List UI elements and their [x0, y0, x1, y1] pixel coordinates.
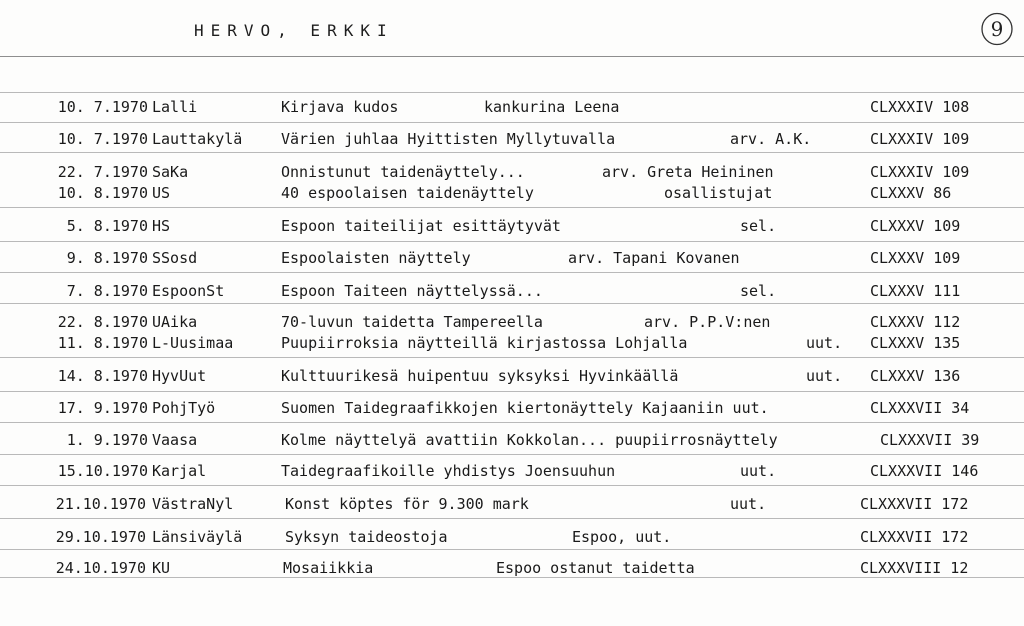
ruled-line: [0, 422, 1024, 423]
entry-author: uut.: [806, 367, 843, 385]
entry-source: KU: [152, 559, 171, 577]
entry-title: Onnistunut taidenäyttely...: [281, 163, 525, 181]
entry-date: 1. 9.1970: [66, 431, 148, 449]
ruled-line: [0, 549, 1024, 550]
entry-date: 9. 8.1970: [66, 249, 148, 267]
list-item: [0, 494, 1024, 514]
ruled-line: [0, 518, 1024, 519]
list-item: [0, 527, 1024, 547]
entry-date: 29.10.1970: [55, 528, 146, 546]
entry-source: Karjal: [152, 462, 207, 480]
entry-author: Espoo, uut.: [572, 528, 672, 546]
entry-ref: CLXXXV 109: [870, 217, 961, 235]
entry-author: arv. Tapani Kovanen: [568, 249, 740, 267]
list-item: [0, 162, 1024, 182]
card-number-badge: [980, 12, 1014, 46]
entry-date: 22. 8.1970: [57, 313, 148, 331]
ruled-line: [0, 122, 1024, 123]
entry-date: 14. 8.1970: [57, 367, 148, 385]
entry-ref: CLXXXV 112: [870, 313, 961, 331]
entry-ref: CLXXXV 136: [870, 367, 961, 385]
entry-title: Värien juhlaa Hyittisten Myllytuvalla: [281, 130, 616, 148]
header-rule: [0, 56, 1024, 57]
entry-author: kankurina Leena: [484, 98, 620, 116]
entry-source: SaKa: [152, 163, 189, 181]
entry-ref: CLXXXVII 172: [860, 528, 969, 546]
entry-source: HS: [152, 217, 171, 235]
ruled-line: [0, 303, 1024, 304]
entry-ref: CLXXXV 86: [870, 184, 952, 202]
entry-author: osallistujat: [664, 184, 773, 202]
entry-ref: CLXXXIV 108: [870, 98, 970, 116]
card-number: 9: [990, 17, 1004, 41]
entry-author: uut.: [740, 462, 777, 480]
ruled-line: [0, 577, 1024, 578]
list-item: [0, 97, 1024, 117]
entry-title: Syksyn taideostoja: [285, 528, 448, 546]
entry-title: 40 espoolaisen taidenäyttely: [281, 184, 534, 202]
entry-source: US: [152, 184, 171, 202]
ruled-line: [0, 207, 1024, 208]
entry-date: 24.10.1970: [55, 559, 146, 577]
entry-ref: CLXXXIV 109: [870, 130, 970, 148]
entry-author: uut.: [806, 334, 843, 352]
entry-author: sel.: [740, 282, 777, 300]
ruled-line: [0, 152, 1024, 153]
entry-title: Espoon taiteilijat esittäytyvät: [281, 217, 561, 235]
entry-author: arv. P.P.V:nen: [644, 313, 771, 331]
entry-source: VästraNyl: [152, 495, 234, 513]
entry-title: Espoolaisten näyttely: [281, 249, 471, 267]
entry-date: 11. 8.1970: [57, 334, 148, 352]
entry-title: Konst köptes för 9.300 mark: [285, 495, 529, 513]
ruled-line: [0, 357, 1024, 358]
entry-title: Kulttuurikesä huipentuu syksyksi Hyvinkäällä: [281, 367, 679, 385]
entry-title: Kolme näyttelyä avattiin Kokkolan... puupiirrosnäyttely: [281, 431, 778, 449]
entry-source: Vaasa: [152, 431, 198, 449]
entry-title: Puupiirroksia näytteillä kirjastossa Lohjalla: [281, 334, 688, 352]
entry-date: 7. 8.1970: [66, 282, 148, 300]
ruled-line: [0, 391, 1024, 392]
entry-ref: CLXXXVII 172: [860, 495, 969, 513]
entry-author: arv. A.K.: [730, 130, 812, 148]
entry-date: 10. 7.1970: [57, 130, 148, 148]
list-item: [0, 129, 1024, 149]
entry-source: L-Uusimaa: [152, 334, 234, 352]
entry-source: PohjTyö: [152, 399, 216, 417]
entry-source: SSosd: [152, 249, 198, 267]
entry-title: Suomen Taidegraafikkojen kiertonäyttely Kajaaniin uut.: [281, 399, 769, 417]
list-item: [0, 430, 1024, 450]
entry-date: 22. 7.1970: [57, 163, 148, 181]
list-item: [0, 183, 1024, 203]
entry-source: Länsiväylä: [152, 528, 243, 546]
entry-source: UAika: [152, 313, 198, 331]
list-item: [0, 248, 1024, 268]
list-item: [0, 558, 1024, 578]
ruled-line: [0, 272, 1024, 273]
entry-author: sel.: [740, 217, 777, 235]
entry-date: 5. 8.1970: [66, 217, 148, 235]
entry-ref: CLXXXV 109: [870, 249, 961, 267]
entry-ref: CLXXXVII 39: [880, 431, 980, 449]
entry-source: EspoonSt: [152, 282, 225, 300]
entry-date: 10. 8.1970: [57, 184, 148, 202]
card-heading-name: HERVO, ERKKI: [194, 21, 394, 40]
entry-ref: CLXXXVIII 12: [860, 559, 969, 577]
entry-ref: CLXXXVII 34: [870, 399, 970, 417]
ruled-line: [0, 92, 1024, 93]
entry-date: 10. 7.1970: [57, 98, 148, 116]
list-item: [0, 366, 1024, 386]
entry-author: Espoo ostanut taidetta: [496, 559, 695, 577]
entry-ref: CLXXXIV 109: [870, 163, 970, 181]
ruled-line: [0, 454, 1024, 455]
entry-author: uut.: [730, 495, 767, 513]
ruled-line: [0, 241, 1024, 242]
entry-ref: CLXXXV 111: [870, 282, 961, 300]
entry-title: Mosaiikkia: [283, 559, 374, 577]
entry-source: Lauttakylä: [152, 130, 243, 148]
entry-source: Lalli: [152, 98, 198, 116]
ruled-line: [0, 485, 1024, 486]
entry-source: HyvUut: [152, 367, 207, 385]
list-item: [0, 333, 1024, 353]
entry-title: Espoon Taiteen näyttelyssä...: [281, 282, 543, 300]
list-item: [0, 461, 1024, 481]
entry-date: 21.10.1970: [55, 495, 146, 513]
list-item: [0, 398, 1024, 418]
entry-author: arv. Greta Heininen: [602, 163, 774, 181]
list-item: [0, 216, 1024, 236]
entry-date: 15.10.1970: [57, 462, 148, 480]
entry-title: Taidegraafikoille yhdistys Joensuuhun: [281, 462, 616, 480]
entry-ref: CLXXXV 135: [870, 334, 961, 352]
entry-ref: CLXXXVII 146: [870, 462, 979, 480]
entry-date: 17. 9.1970: [57, 399, 148, 417]
list-item: [0, 281, 1024, 301]
entry-title: Kirjava kudos: [281, 98, 399, 116]
list-item: [0, 312, 1024, 332]
entry-title: 70-luvun taidetta Tampereella: [281, 313, 543, 331]
